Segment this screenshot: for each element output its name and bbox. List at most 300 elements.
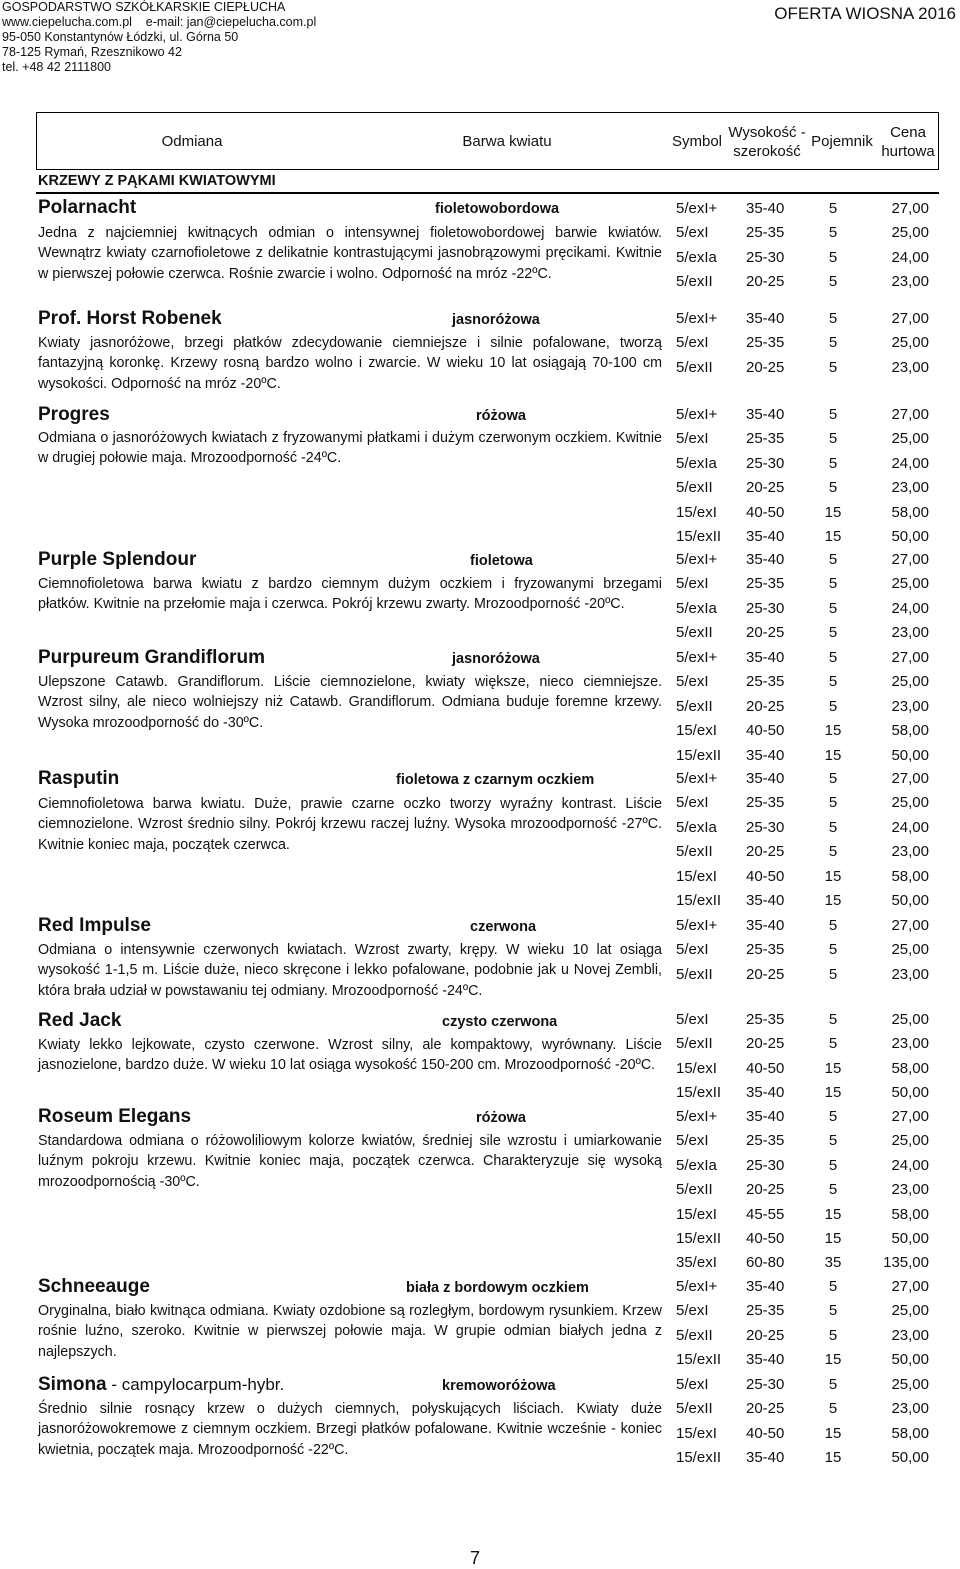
container-cell: 5 (828, 200, 838, 217)
height-width-cell: 20-25 (746, 1035, 785, 1053)
price-cell: 24,00 (891, 818, 929, 836)
symbol-cell: 5/exIa (676, 454, 717, 472)
price-row (0, 1108, 960, 1132)
price-cell: 25,00 (891, 794, 929, 812)
variety-description: Kwiaty jasnoróżowe, brzegi płatków zdecydowanie ciemniejsze i silnie pofalowane, tworzą fantazyjną koronkę. Krzewy rosną bardzo wolno i zwarcie. W wieku 10 lat osiągają 70-100 cm wysokości. Odporność na mróz -20ºC. (38, 335, 662, 392)
price-row (0, 430, 960, 454)
variety-description: Kwiaty lekko lejkowate, czysto czerwone. Wzrost silny, ale kompaktowy, wyrównany. Liście jasnozielone, bardzo duże. W wieku 10 lat osiąga wysokość 150-200 cm. Mrozoodporność -20ºC. (38, 1037, 662, 1074)
price-row (0, 649, 960, 673)
symbol-cell: 5/exI (676, 334, 709, 352)
price-row (0, 624, 960, 648)
variety-name-text: Red Jack (38, 1010, 122, 1031)
variety-name-text: Progres (38, 404, 110, 425)
price-cell: 23,00 (891, 479, 929, 497)
price-row (0, 455, 960, 479)
container-cell: 15 (824, 722, 842, 740)
price-row (0, 200, 960, 224)
symbol-cell: 5/exI (676, 941, 709, 959)
price-row (0, 1035, 960, 1059)
variety-name-text: Rasputin (38, 768, 120, 789)
symbol-cell: 5/exI+ (676, 551, 718, 568)
container-cell: 15 (824, 528, 842, 545)
symbol-cell: 5/exI+ (676, 200, 718, 217)
price-cell: 27,00 (891, 649, 929, 666)
container-cell: 15 (824, 867, 842, 885)
symbol-cell: 35/exI (676, 1254, 717, 1272)
container-cell: 15 (824, 503, 842, 521)
variety-name-suffix: - campylocarpum-hybr. (106, 1375, 285, 1394)
price-cell: 23,00 (891, 624, 929, 642)
container-cell: 5 (828, 1400, 838, 1418)
variety-description: Odmiana o jasnoróżowych kwiatach z fryzowanymi płatkami i dużym czerwonym oczkiem. Kwitnie w drugiej połowie maja. Mrozoodporność -24ºC. (38, 430, 662, 467)
container-cell: 35 (824, 1254, 842, 1272)
symbol-cell: 5/exII (676, 1400, 713, 1418)
price-cell: 25,00 (891, 1011, 929, 1028)
height-width-cell: 40-50 (746, 1059, 785, 1077)
symbol-cell: 5/exI (676, 224, 709, 242)
col-container: Pojemnik (811, 133, 873, 150)
container-cell: 5 (828, 273, 838, 291)
price-row (0, 1400, 960, 1424)
symbol-cell: 5/exIa (676, 599, 717, 617)
height-width-cell: 20-25 (746, 843, 785, 861)
container-cell: 15 (824, 1449, 842, 1467)
height-width-cell: 25-30 (746, 1376, 785, 1393)
height-width-cell: 35-40 (746, 770, 785, 787)
variety-description: Jedna z najciemniej kwitnących odmian o intensywnej fioletowobordowej barwie kwiatów. Wewnątrz kwiaty czarnofioletowe z delikatnie kontrastującymi jasnobrązowymi pręcikami. Kwitnie w pierwszej połowie czerwca. Rośnie zwarcie i wolno. Odporność na mróz -22ºC. (38, 225, 662, 282)
price-row (0, 747, 960, 771)
company-address-1: 95-050 Konstantynów Łódzki, ul. Górna 50 (2, 30, 239, 44)
container-cell: 5 (828, 224, 838, 242)
symbol-cell: 5/exI+ (676, 917, 718, 934)
price-row (0, 406, 960, 430)
symbol-cell: 15/exI (676, 867, 717, 885)
price-row (0, 1449, 960, 1473)
price-cell: 24,00 (891, 599, 929, 617)
container-cell: 15 (824, 1230, 842, 1247)
container-cell: 15 (824, 746, 842, 764)
price-row (0, 966, 960, 990)
height-width-cell: 35-40 (746, 1278, 785, 1295)
symbol-cell: 15/exI (676, 722, 717, 740)
price-cell: 50,00 (891, 1230, 929, 1247)
variety-name-text: Prof. Horst Robenek (38, 308, 222, 329)
symbol-cell: 5/exI (676, 673, 709, 691)
price-row (0, 224, 960, 248)
company-phone: tel. +48 42 2111800 (2, 60, 112, 74)
height-width-cell: 20-25 (746, 1400, 785, 1418)
price-row (0, 1254, 960, 1278)
symbol-cell: 15/exII (676, 746, 722, 764)
price-cell: 23,00 (891, 965, 929, 983)
price-cell: 23,00 (891, 273, 929, 291)
price-row (0, 794, 960, 818)
symbol-cell: 5/exI (676, 430, 709, 448)
price-cell: 25,00 (891, 1302, 929, 1320)
height-width-cell: 25-35 (746, 673, 785, 691)
variety-description: Ciemnofioletowa barwa kwiatu z bardzo ciemnym dużym oczkiem i fryzowanymi brzegami płatków. Kwitnie na przełomie maja i czerwca. Pokrój krzewu zwarty. Mrozoodporność -20ºC. (38, 576, 662, 613)
price-row (0, 1011, 960, 1035)
page-number: 7 (470, 1548, 481, 1568)
symbol-cell: 5/exII (676, 1181, 713, 1199)
price-cell: 27,00 (891, 200, 929, 217)
symbol-cell: 5/exI (676, 1132, 709, 1150)
container-cell: 5 (828, 818, 838, 836)
price-row (0, 249, 960, 273)
company-web-email: www.ciepelucha.com.pl e-mail: jan@ciepelucha.com.pl (2, 15, 317, 29)
height-width-cell: 25-30 (746, 454, 785, 472)
price-cell: 58,00 (891, 1059, 929, 1077)
container-cell: 5 (828, 1181, 838, 1199)
price-cell: 58,00 (891, 867, 929, 885)
price-cell: 58,00 (891, 1205, 929, 1223)
symbol-cell: 5/exI (676, 1011, 709, 1028)
price-row (0, 1302, 960, 1326)
variety-description: Oryginalna, biało kwitnąca odmiana. Kwiaty ozdobione są rozległym, bordowym rysunkiem. Krzew rośnie luźno, szeroko. Kwitnie w pierwszej połowie maja. W grupie odmian białych jedna z najlepszych. (38, 1303, 662, 1360)
price-cell: 25,00 (891, 941, 929, 959)
container-cell: 5 (828, 770, 838, 787)
container-cell: 5 (828, 1278, 838, 1295)
container-cell: 5 (828, 941, 838, 959)
height-width-cell: 60-80 (746, 1254, 785, 1272)
flower-color: jasnoróżowa (452, 312, 540, 328)
container-cell: 5 (828, 649, 838, 666)
price-cell: 25,00 (891, 575, 929, 593)
container-cell: 5 (828, 430, 838, 448)
container-cell: 5 (828, 406, 838, 423)
symbol-cell: 15/exII (676, 1230, 722, 1247)
symbol-cell: 5/exI (676, 1302, 709, 1320)
price-cell: 27,00 (891, 770, 929, 787)
height-width-cell: 20-25 (746, 697, 785, 715)
symbol-cell: 15/exI (676, 1059, 717, 1077)
price-row (0, 1206, 960, 1230)
container-cell: 5 (828, 1376, 838, 1393)
price-row (0, 479, 960, 503)
container-cell: 15 (824, 1205, 842, 1223)
height-width-cell: 40-50 (746, 867, 785, 885)
price-row (0, 310, 960, 334)
variety-name-text: Polarnacht (38, 197, 137, 218)
company-header (2, 0, 316, 75)
height-width-cell: 25-35 (746, 1132, 785, 1150)
container-cell: 5 (828, 917, 838, 934)
symbol-cell: 5/exII (676, 843, 713, 861)
symbol-cell: 5/exII (676, 1035, 713, 1053)
price-cell: 25,00 (891, 334, 929, 352)
symbol-cell: 5/exI (676, 794, 709, 812)
symbol-cell: 15/exII (676, 1084, 722, 1102)
price-cell: 23,00 (891, 697, 929, 715)
variety-description: Ulepszone Catawb. Grandiflorum. Liście ciemnozielone, kwiaty większe, nieco ciemniejsze. Wzrost silny, ale nieco wolniejszy niż Catawb. Grandiflorum. Odmiana buduje foremne krzewy. Wysoka mrozoodporność do -30ºC. (38, 674, 662, 731)
height-width-cell: 25-30 (746, 599, 785, 617)
flower-color: jasnoróżowa (452, 651, 540, 667)
container-cell: 5 (828, 1035, 838, 1053)
flower-color: fioletowobordowa (435, 201, 560, 217)
symbol-cell: 15/exI (676, 503, 717, 521)
price-row (0, 504, 960, 528)
price-row (0, 334, 960, 358)
symbol-cell: 5/exI+ (676, 1108, 718, 1125)
price-row (0, 1278, 960, 1302)
container-cell: 5 (828, 575, 838, 593)
company-name: GOSPODARSTWO SZKÓŁKARSKIE CIEPŁUCHA (2, 0, 286, 14)
col-variety: Odmiana (161, 133, 223, 150)
container-cell: 5 (828, 794, 838, 812)
variety-name-text: Roseum Elegans (38, 1106, 192, 1127)
price-cell: 23,00 (891, 1181, 929, 1199)
height-width-cell: 45-55 (746, 1205, 785, 1223)
price-cell: 27,00 (891, 1278, 929, 1295)
variety-name-text: Purpureum Grandiflorum (38, 647, 265, 668)
symbol-cell: 15/exI (676, 1424, 717, 1442)
height-width-cell: 35-40 (746, 551, 785, 568)
container-cell: 15 (824, 1084, 842, 1102)
price-cell: 50,00 (891, 1351, 929, 1369)
price-row (0, 1157, 960, 1181)
price-cell: 58,00 (891, 722, 929, 740)
flower-color: różowa (476, 408, 526, 424)
price-cell: 50,00 (891, 892, 929, 909)
price-cell: 27,00 (891, 1108, 929, 1125)
height-width-cell: 20-25 (746, 479, 785, 497)
symbol-cell: 5/exI+ (676, 649, 718, 666)
price-row (0, 673, 960, 697)
symbol-cell: 15/exII (676, 1351, 722, 1369)
price-cell: 24,00 (891, 1156, 929, 1174)
price-cell: 135,00 (883, 1254, 929, 1272)
container-cell: 5 (828, 1011, 838, 1028)
height-width-cell: 20-25 (746, 965, 785, 983)
section-divider (36, 192, 939, 194)
container-cell: 5 (828, 1326, 838, 1344)
container-cell: 5 (828, 965, 838, 983)
variety-description: Standardowa odmiana o różowoliliowym kolorze kwiatów, średniej sile wzrostu i umiarkowanie luźnym pokroju krzewu. Kwitnie koniec maja, początek czerwca. Charakteryzuje się wysoką mrozoodpornością -30ºC. (38, 1133, 662, 1190)
variety-description: Średnio silnie rosnący krzew o dużych ciemnych, połyskujących liściach. Kwiaty duże jasnoróżowokremowe z ciemnym oczkiem. Brzegi płatków pofalowane. Kwitnie wcześnie - koniec kwietnia, początek maja. Mrozoodporność -22ºC. (38, 1401, 662, 1458)
price-row (0, 868, 960, 892)
price-cell: 50,00 (891, 1084, 929, 1102)
variety-name-text: Red Impulse (38, 915, 151, 936)
container-cell: 5 (828, 248, 838, 266)
variety-description: Ciemnofioletowa barwa kwiatu. Duże, prawie czarne oczko tworzy wyraźny kontrast. Liście ciemnozielone. Wzrost średnio silny. Pokrój krzewu raczej luźny. Wysoka mrozoodporność -27ºC. Kwitnie koniec maja, początek czerwca. (38, 796, 662, 853)
symbol-cell: 5/exII (676, 479, 713, 497)
price-cell: 23,00 (891, 1400, 929, 1418)
price-cell: 27,00 (891, 310, 929, 327)
price-row (0, 1181, 960, 1205)
price-row (0, 722, 960, 746)
height-width-cell: 35-40 (746, 892, 785, 909)
container-cell: 5 (828, 1156, 838, 1174)
price-cell: 27,00 (891, 917, 929, 934)
container-cell: 5 (828, 843, 838, 861)
price-row (0, 600, 960, 624)
height-width-cell: 35-40 (746, 528, 785, 545)
height-width-cell: 25-30 (746, 248, 785, 266)
price-row (0, 551, 960, 575)
flower-color: kremoworóżowa (442, 1378, 556, 1394)
variety-description: Odmiana o intensywnie czerwonych kwiatach. Wzrost zwarty, krępy. W wieku 10 lat osiąga wysokość 1-1,5 m. Liście duże, nieco skręcone i lekko pofalowane, podobnie jak u Novej Zembli, która brała udział w powstawaniu tej odmiany. Mrozoodporność -24ºC. (38, 942, 662, 999)
price-row (0, 1132, 960, 1156)
container-cell: 5 (828, 454, 838, 472)
container-cell: 5 (828, 551, 838, 568)
price-row (0, 698, 960, 722)
symbol-cell: 5/exIa (676, 818, 717, 836)
height-width-cell: 40-50 (746, 722, 785, 740)
company-address-2: 78-125 Rymań, Rzesznikowo 42 (2, 45, 182, 59)
col-price: Cena hurtowa (881, 124, 935, 160)
price-cell: 25,00 (891, 673, 929, 691)
symbol-cell: 15/exII (676, 892, 722, 909)
price-cell: 25,00 (891, 224, 929, 242)
variety-name-text: Purple Splendour (38, 549, 197, 570)
price-row (0, 843, 960, 867)
height-width-cell: 25-35 (746, 430, 785, 448)
variety-name-text: Schneeauge (38, 1276, 150, 1297)
price-row (0, 1327, 960, 1351)
height-width-cell: 25-35 (746, 334, 785, 352)
container-cell: 5 (828, 1108, 838, 1125)
container-cell: 15 (824, 1424, 842, 1442)
symbol-cell: 5/exI (676, 575, 709, 593)
price-row (0, 917, 960, 941)
container-cell: 5 (828, 673, 838, 691)
container-cell: 5 (828, 334, 838, 352)
price-row (0, 1376, 960, 1400)
symbol-cell: 5/exI (676, 1376, 709, 1393)
height-width-cell: 25-30 (746, 818, 785, 836)
container-cell: 5 (828, 697, 838, 715)
flower-color: fioletowa (470, 553, 533, 569)
price-row (0, 819, 960, 843)
symbol-cell: 5/exIa (676, 1156, 717, 1174)
height-width-cell: 25-35 (746, 1302, 785, 1320)
price-cell: 23,00 (891, 843, 929, 861)
offer-title: OFERTA WIOSNA 2016 (774, 4, 956, 23)
height-width-cell: 35-40 (746, 310, 785, 327)
price-cell: 50,00 (891, 746, 929, 764)
price-cell: 23,00 (891, 1035, 929, 1053)
container-cell: 15 (824, 1059, 842, 1077)
height-width-cell: 25-35 (746, 224, 785, 242)
price-cell: 27,00 (891, 551, 929, 568)
height-width-cell: 20-25 (746, 358, 785, 376)
symbol-cell: 5/exI+ (676, 310, 718, 327)
symbol-cell: 15/exII (676, 528, 722, 545)
col-symbol: Symbol (671, 133, 723, 150)
height-width-cell: 40-50 (746, 1230, 785, 1247)
price-cell: 23,00 (891, 1326, 929, 1344)
price-row (0, 1351, 960, 1375)
symbol-cell: 5/exI+ (676, 406, 718, 423)
price-row (0, 892, 960, 916)
price-row (0, 359, 960, 383)
symbol-cell: 5/exII (676, 273, 713, 291)
section-title: KRZEWY Z PĄKAMI KWIATOWYMI (38, 173, 276, 189)
price-row (0, 1060, 960, 1084)
column-header (36, 112, 939, 170)
flower-color: różowa (476, 1110, 526, 1126)
flower-color: biała z bordowym oczkiem (406, 1280, 589, 1296)
price-cell: 25,00 (891, 1132, 929, 1150)
symbol-cell: 5/exII (676, 624, 713, 642)
container-cell: 15 (824, 1351, 842, 1369)
height-width-cell: 35-40 (746, 406, 785, 423)
price-cell: 58,00 (891, 1424, 929, 1442)
price-row (0, 1084, 960, 1108)
symbol-cell: 5/exI+ (676, 770, 718, 787)
flower-color: fioletowa z czarnym oczkiem (396, 772, 595, 788)
height-width-cell: 20-25 (746, 624, 785, 642)
height-width-cell: 25-35 (746, 1011, 785, 1028)
container-cell: 5 (828, 1132, 838, 1150)
height-width-cell: 35-40 (746, 1108, 785, 1125)
price-cell: 27,00 (891, 406, 929, 423)
price-cell: 24,00 (891, 454, 929, 472)
container-cell: 15 (824, 892, 842, 909)
symbol-cell: 5/exII (676, 697, 713, 715)
container-cell: 5 (828, 358, 838, 376)
height-width-cell: 35-40 (746, 1449, 785, 1467)
price-cell: 25,00 (891, 430, 929, 448)
price-cell: 23,00 (891, 358, 929, 376)
height-width-cell: 25-35 (746, 941, 785, 959)
height-width-cell: 35-40 (746, 1084, 785, 1102)
height-width-cell: 40-50 (746, 1424, 785, 1442)
symbol-cell: 5/exII (676, 358, 713, 376)
height-width-cell: 35-40 (746, 746, 785, 764)
price-cell: 58,00 (891, 503, 929, 521)
container-cell: 5 (828, 1302, 838, 1320)
height-width-cell: 35-40 (746, 1351, 785, 1369)
height-width-cell: 35-40 (746, 649, 785, 666)
flower-color: czerwona (470, 919, 537, 935)
height-width-cell: 40-50 (746, 503, 785, 521)
container-cell: 5 (828, 624, 838, 642)
height-width-cell: 25-35 (746, 794, 785, 812)
height-width-cell: 25-30 (746, 1156, 785, 1174)
height-width-cell: 20-25 (746, 1181, 785, 1199)
height-width-cell: 20-25 (746, 1326, 785, 1344)
height-width-cell: 35-40 (746, 917, 785, 934)
symbol-cell: 15/exII (676, 1449, 722, 1467)
col-flower-color: Barwa kwiatu (462, 133, 552, 150)
flower-color: czysto czerwona (442, 1014, 558, 1030)
symbol-cell: 15/exI (676, 1205, 717, 1223)
symbol-cell: 5/exII (676, 965, 713, 983)
price-cell: 25,00 (891, 1376, 929, 1393)
height-width-cell: 25-35 (746, 575, 785, 593)
price-row (0, 575, 960, 599)
container-cell: 5 (828, 599, 838, 617)
price-cell: 50,00 (891, 1449, 929, 1467)
price-row (0, 1230, 960, 1254)
container-cell: 5 (828, 479, 838, 497)
symbol-cell: 5/exIa (676, 248, 717, 266)
price-row (0, 273, 960, 297)
symbol-cell: 5/exI+ (676, 1278, 718, 1295)
height-width-cell: 20-25 (746, 273, 785, 291)
price-row (0, 770, 960, 794)
price-row (0, 1425, 960, 1449)
container-cell: 5 (828, 310, 838, 327)
price-cell: 50,00 (891, 528, 929, 545)
variety-name-text: Simona (38, 1374, 107, 1395)
height-width-cell: 35-40 (746, 200, 785, 217)
col-height-width: Wysokość - szerokość (728, 124, 806, 160)
price-row (0, 941, 960, 965)
price-cell: 24,00 (891, 248, 929, 266)
symbol-cell: 5/exII (676, 1326, 713, 1344)
